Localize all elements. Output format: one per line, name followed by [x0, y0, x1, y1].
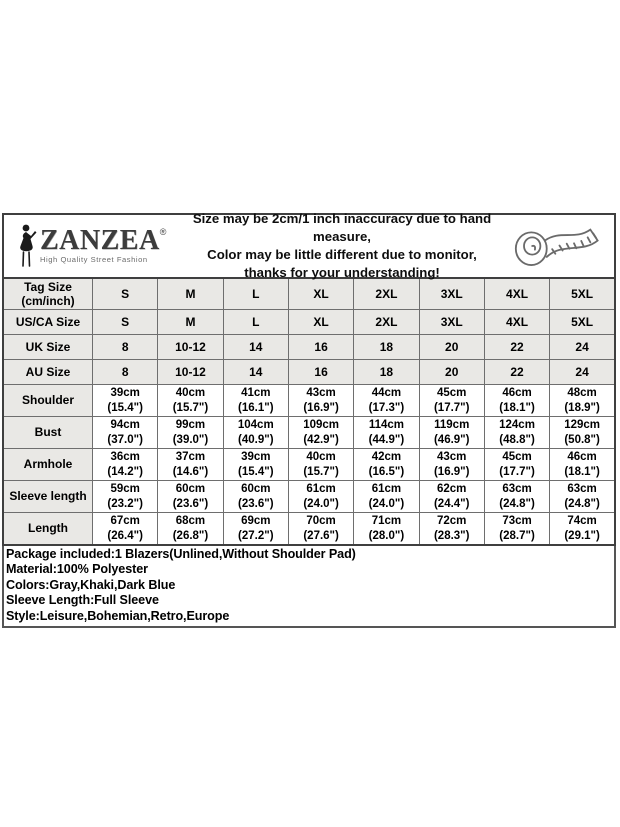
table-cell — [419, 481, 484, 513]
details-line: Package included:1 Blazers(Unlined,Without Shoulder Pad) — [6, 547, 356, 561]
cell-cm-value: 46cm — [567, 451, 597, 463]
table-cell: 10-12 — [158, 360, 223, 385]
table-row — [3, 360, 615, 385]
cell-cm-value: 70cm — [306, 515, 336, 527]
table-cell — [484, 481, 549, 513]
row-label — [3, 513, 93, 546]
cell-cm-value: 94cm — [110, 419, 140, 431]
table-cell — [419, 385, 484, 417]
table-cell: 3XL — [419, 310, 484, 335]
row-label — [3, 278, 93, 310]
table-row — [3, 481, 615, 513]
details-line: Sleeve Length:Full Sleeve — [6, 593, 159, 608]
table-cell: XL — [288, 278, 353, 310]
cell-inch-value: (42.9") — [303, 433, 339, 446]
cell-inch-value: (15.7") — [172, 401, 209, 414]
table-cell: 2XL — [354, 310, 419, 335]
table-row — [3, 278, 615, 310]
cell-inch-value: (46.9") — [433, 433, 470, 446]
header — [2, 211, 616, 280]
notice-line: thanks for your understanding! — [244, 265, 440, 280]
cell-inch-value: (23.6") — [238, 497, 274, 510]
details-line: Material:100% Polyester — [6, 562, 148, 577]
row-label-line: Bust — [34, 425, 62, 439]
cell-cm-value: 67cm — [110, 515, 140, 527]
table-cell — [93, 417, 158, 449]
table-cell: 14 — [223, 360, 288, 385]
row-label-line: Shoulder — [21, 393, 74, 407]
product-details — [2, 546, 616, 628]
table-cell — [288, 481, 353, 513]
cell-inch-value: (48.8") — [499, 433, 535, 446]
cell-cm-value: 41cm — [241, 387, 271, 399]
cell-inch-value: (18.1") — [564, 465, 600, 478]
cell-inch-value: (16.5") — [368, 465, 405, 478]
table-row — [3, 310, 615, 335]
cell-cm-value: 104cm — [237, 419, 274, 431]
cell-inch-value: (44.9") — [368, 433, 405, 446]
table-cell: 20 — [419, 360, 484, 385]
table-cell: 4XL — [484, 278, 549, 310]
tape-measure-wrap — [500, 218, 614, 274]
cell-cm-value: 40cm — [175, 387, 206, 399]
row-label-line: Tag Size — [24, 280, 72, 294]
cell-inch-value: (26.8") — [172, 529, 209, 542]
table-row — [3, 335, 615, 360]
cell-cm-value: 45cm — [437, 387, 467, 399]
row-label-line: UK Size — [25, 339, 71, 354]
table-cell: 20 — [419, 335, 484, 360]
table-cell: 16 — [288, 360, 353, 385]
cell-cm-value: 42cm — [371, 451, 402, 463]
table-cell: L — [223, 278, 288, 310]
table-cell — [419, 449, 484, 481]
table-cell — [93, 449, 158, 481]
measure-notice — [184, 210, 500, 282]
size-table — [2, 277, 616, 546]
row-label — [3, 385, 93, 417]
row-label — [3, 335, 93, 360]
table-row — [3, 449, 615, 481]
cell-inch-value: (26.4") — [107, 529, 143, 542]
row-label — [3, 360, 93, 385]
cell-cm-value: 63cm — [567, 483, 597, 495]
table-cell — [223, 417, 288, 449]
cell-cm-value: 61cm — [306, 483, 336, 495]
tape-measure-icon — [504, 218, 604, 274]
table-cell — [354, 385, 419, 417]
cell-inch-value: (37.0") — [107, 433, 143, 446]
table-cell — [223, 513, 288, 546]
table-cell: 3XL — [419, 278, 484, 310]
table-cell: 18 — [354, 360, 419, 385]
notice-line: Size may be 2cm/1 inch inaccuracy due to hand measure, — [192, 211, 492, 244]
cell-inch-value: (23.2") — [107, 497, 143, 510]
brand-name: ZANZEA — [40, 225, 160, 256]
cell-inch-value: (16.9") — [303, 401, 339, 414]
cell-inch-value: (18.1") — [499, 401, 535, 414]
table-cell — [484, 417, 549, 449]
table-cell: 10-12 — [158, 335, 223, 360]
row-label — [3, 449, 93, 481]
cell-cm-value: 109cm — [303, 419, 339, 431]
cell-inch-value: (27.2") — [238, 529, 274, 542]
table-row — [3, 385, 615, 417]
cell-inch-value: (50.8") — [564, 433, 600, 446]
row-label-line: Sleeve length — [9, 489, 87, 503]
cell-inch-value: (15.7") — [303, 465, 339, 478]
cell-cm-value: 68cm — [175, 515, 206, 527]
table-cell — [223, 385, 288, 417]
registered-mark: ® — [159, 227, 167, 237]
table-cell: M — [158, 310, 223, 335]
table-cell — [550, 481, 615, 513]
cell-cm-value: 39cm — [110, 387, 140, 399]
table-cell: 24 — [550, 360, 615, 385]
cell-inch-value: (16.9") — [433, 465, 470, 478]
table-cell — [288, 449, 353, 481]
table-cell — [223, 481, 288, 513]
cell-cm-value: 37cm — [175, 451, 206, 463]
brand-tagline: High Quality Street Fashion — [40, 255, 148, 264]
table-cell — [354, 481, 419, 513]
brand-logo — [4, 223, 184, 269]
cell-cm-value: 40cm — [306, 451, 336, 463]
table-cell: 2XL — [354, 278, 419, 310]
table-cell — [93, 513, 158, 546]
table-row — [3, 417, 615, 449]
row-label — [3, 310, 93, 335]
cell-cm-value: 99cm — [175, 419, 206, 431]
cell-cm-value: 74cm — [567, 515, 597, 527]
table-cell — [158, 513, 223, 546]
table-cell: L — [223, 310, 288, 335]
cell-cm-value: 72cm — [437, 515, 467, 527]
cell-inch-value: (28.7") — [499, 529, 535, 542]
table-cell: 8 — [93, 335, 158, 360]
table-cell: 18 — [354, 335, 419, 360]
row-label-line: Length — [28, 521, 68, 535]
cell-inch-value: (27.6") — [303, 529, 339, 542]
cell-cm-value: 124cm — [499, 419, 535, 431]
cell-inch-value: (39.0") — [172, 433, 209, 446]
cell-cm-value: 59cm — [110, 483, 140, 495]
cell-inch-value: (15.4") — [107, 401, 143, 414]
cell-cm-value: 73cm — [502, 515, 532, 527]
table-cell — [550, 513, 615, 546]
brand-name-row — [40, 225, 167, 256]
table-cell — [550, 449, 615, 481]
cell-inch-value: (17.7") — [499, 465, 535, 478]
cell-inch-value: (28.0") — [368, 529, 405, 542]
table-cell — [288, 417, 353, 449]
cell-inch-value: (24.8") — [564, 497, 600, 510]
table-cell: 16 — [288, 335, 353, 360]
cell-inch-value: (14.2") — [107, 465, 143, 478]
table-cell — [354, 417, 419, 449]
table-cell: M — [158, 278, 223, 310]
row-label-line: (cm/inch) — [21, 294, 75, 308]
cell-cm-value: 114cm — [368, 419, 404, 431]
notice-line: Color may be little different due to monitor, — [207, 247, 477, 262]
cell-inch-value: (16.1") — [238, 401, 274, 414]
woman-figure-icon — [16, 223, 38, 269]
table-cell: 5XL — [550, 310, 615, 335]
details-line: Colors:Gray,Khaki,Dark Blue — [6, 577, 176, 592]
table-cell — [484, 513, 549, 546]
table-cell — [158, 417, 223, 449]
table-row — [3, 513, 615, 546]
cell-inch-value: (24.8") — [499, 497, 535, 510]
cell-inch-value: (17.3") — [368, 401, 405, 414]
table-cell: 14 — [223, 335, 288, 360]
row-label-line: AU Size — [25, 364, 71, 379]
cell-inch-value: (29.1") — [564, 529, 600, 542]
cell-cm-value: 129cm — [564, 419, 600, 431]
cell-inch-value: (24.0") — [303, 497, 339, 510]
details-line: Style:Leisure,Bohemian,Retro,Europe — [6, 608, 230, 623]
table-cell: 22 — [484, 360, 549, 385]
row-label-line: Armhole — [23, 457, 73, 471]
table-cell: S — [93, 278, 158, 310]
cell-inch-value: (24.0") — [368, 497, 405, 510]
table-cell: 22 — [484, 335, 549, 360]
table-cell: 24 — [550, 335, 615, 360]
cell-cm-value: 60cm — [241, 483, 271, 495]
cell-cm-value: 45cm — [502, 451, 532, 463]
cell-inch-value: (23.6") — [172, 497, 209, 510]
cell-inch-value: (17.7") — [433, 401, 470, 414]
cell-cm-value: 60cm — [175, 483, 206, 495]
cell-cm-value: 62cm — [437, 483, 467, 495]
table-cell — [288, 513, 353, 546]
table-cell — [158, 481, 223, 513]
cell-cm-value: 48cm — [567, 387, 597, 399]
table-cell — [223, 449, 288, 481]
cell-cm-value: 39cm — [241, 451, 271, 463]
cell-cm-value: 63cm — [502, 483, 532, 495]
cell-cm-value: 71cm — [371, 515, 402, 527]
size-chart-sheet — [2, 213, 616, 628]
cell-inch-value: (15.4") — [238, 465, 274, 478]
cell-inch-value: (40.9") — [238, 433, 274, 446]
cell-inch-value: (28.3") — [433, 529, 470, 542]
cell-cm-value: 46cm — [502, 387, 532, 399]
table-cell — [288, 385, 353, 417]
row-label-line: US/CA Size — [15, 314, 81, 329]
cell-inch-value: (24.4") — [433, 497, 470, 510]
table-cell — [550, 385, 615, 417]
table-cell: 4XL — [484, 310, 549, 335]
table-cell — [158, 449, 223, 481]
table-cell: S — [93, 310, 158, 335]
row-label — [3, 481, 93, 513]
row-label — [3, 417, 93, 449]
table-cell — [550, 417, 615, 449]
cell-cm-value: 36cm — [110, 451, 140, 463]
table-cell: XL — [288, 310, 353, 335]
table-cell — [93, 385, 158, 417]
table-cell — [484, 449, 549, 481]
table-cell: 8 — [93, 360, 158, 385]
cell-inch-value: (14.6") — [172, 465, 209, 478]
cell-cm-value: 61cm — [371, 483, 402, 495]
cell-inch-value: (18.9") — [564, 401, 600, 414]
table-cell — [93, 481, 158, 513]
brand-text — [40, 225, 167, 264]
table-cell — [354, 513, 419, 546]
table-cell — [419, 513, 484, 546]
table-cell — [484, 385, 549, 417]
cell-cm-value: 43cm — [306, 387, 336, 399]
cell-cm-value: 43cm — [437, 451, 467, 463]
cell-cm-value: 69cm — [241, 515, 271, 527]
cell-cm-value: 44cm — [371, 387, 402, 399]
table-cell — [354, 449, 419, 481]
table-cell — [419, 417, 484, 449]
cell-cm-value: 119cm — [434, 419, 470, 431]
table-cell — [158, 385, 223, 417]
table-cell: 5XL — [550, 278, 615, 310]
